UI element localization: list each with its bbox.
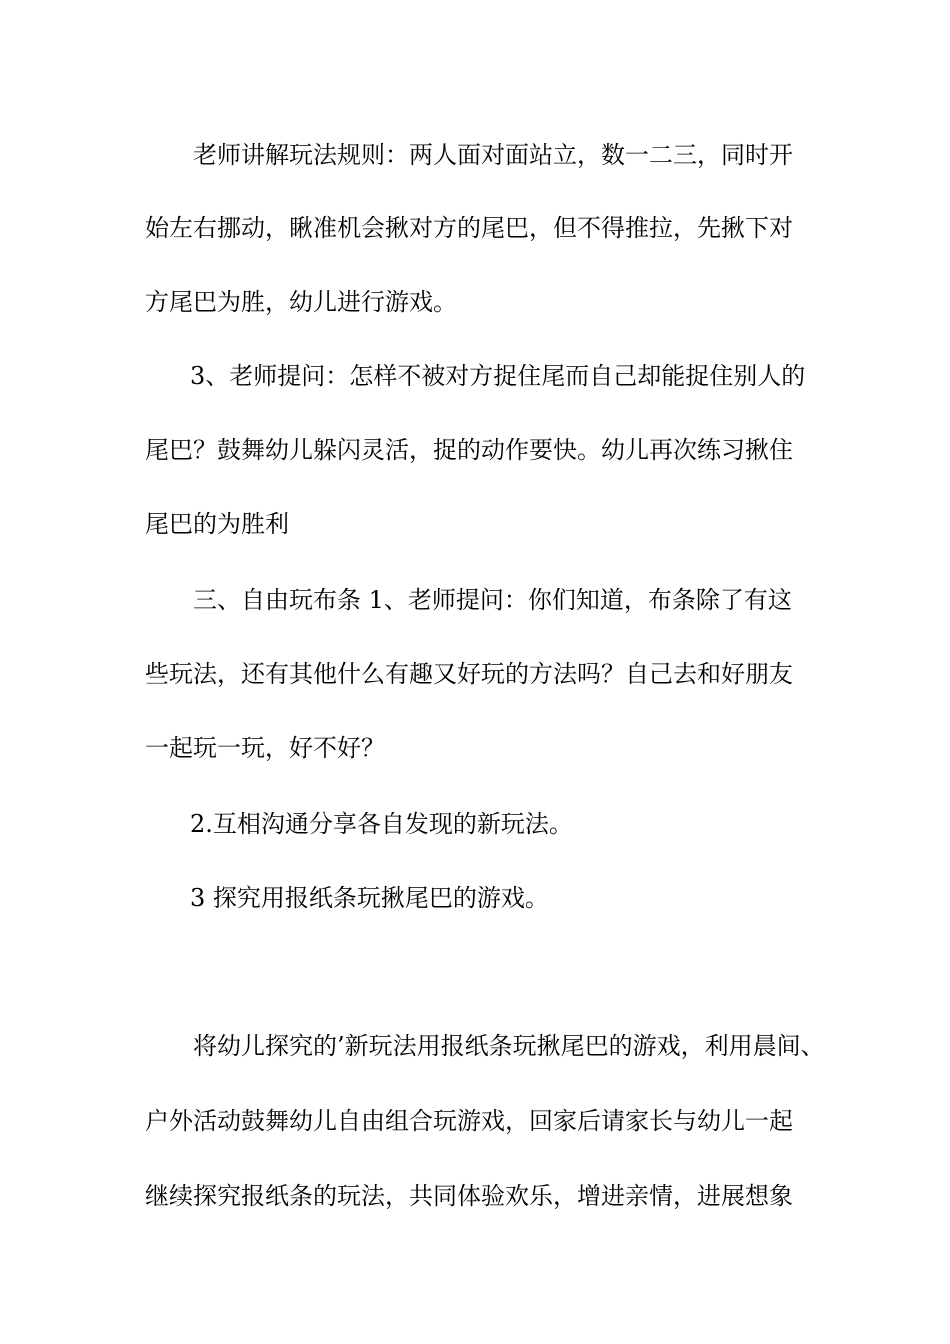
text-line: 方尾巴为胜，幼儿进行游戏。 xyxy=(145,288,457,316)
text-line: 始左右挪动，瞅准机会揪对方的尾巴，但不得推拉，先揪下对 xyxy=(145,214,793,242)
text-line: 3、老师提问：怎样不被对方捉住尾而自己却能捉住别人的 xyxy=(190,362,806,390)
text-line: 3 探究用报纸条玩揪尾巴的游戏。 xyxy=(190,884,549,912)
text-line: 老师讲解玩法规则：两人面对面站立，数一二三，同时开 xyxy=(193,141,793,169)
text-line: 继续探究报纸条的玩法，共同体验欢乐，增进亲情，进展想象 xyxy=(145,1182,793,1210)
text-line: 户外活动鼓舞幼儿自由组合玩游戏，回家后请家长与幼儿一起 xyxy=(145,1107,793,1135)
text-line: 2.互相沟通分享各自发现的新玩法。 xyxy=(190,810,573,838)
text-line: 一起玩一玩，好不好？ xyxy=(145,734,385,762)
text-line: 尾巴的为胜利 xyxy=(145,510,289,538)
text-line: 尾巴？鼓舞幼儿躲闪灵活，捉的动作要快。幼儿再次练习揪住 xyxy=(145,436,793,464)
text-line: 三、自由玩布条 1、老师提问：你们知道，布条除了有这 xyxy=(193,586,792,614)
text-line: 些玩法，还有其他什么有趣又好玩的方法吗？自己去和好朋友 xyxy=(145,660,793,688)
text-line: 将幼儿探究的’新玩法用报纸条玩揪尾巴的游戏，利用晨间、 xyxy=(193,1032,825,1060)
